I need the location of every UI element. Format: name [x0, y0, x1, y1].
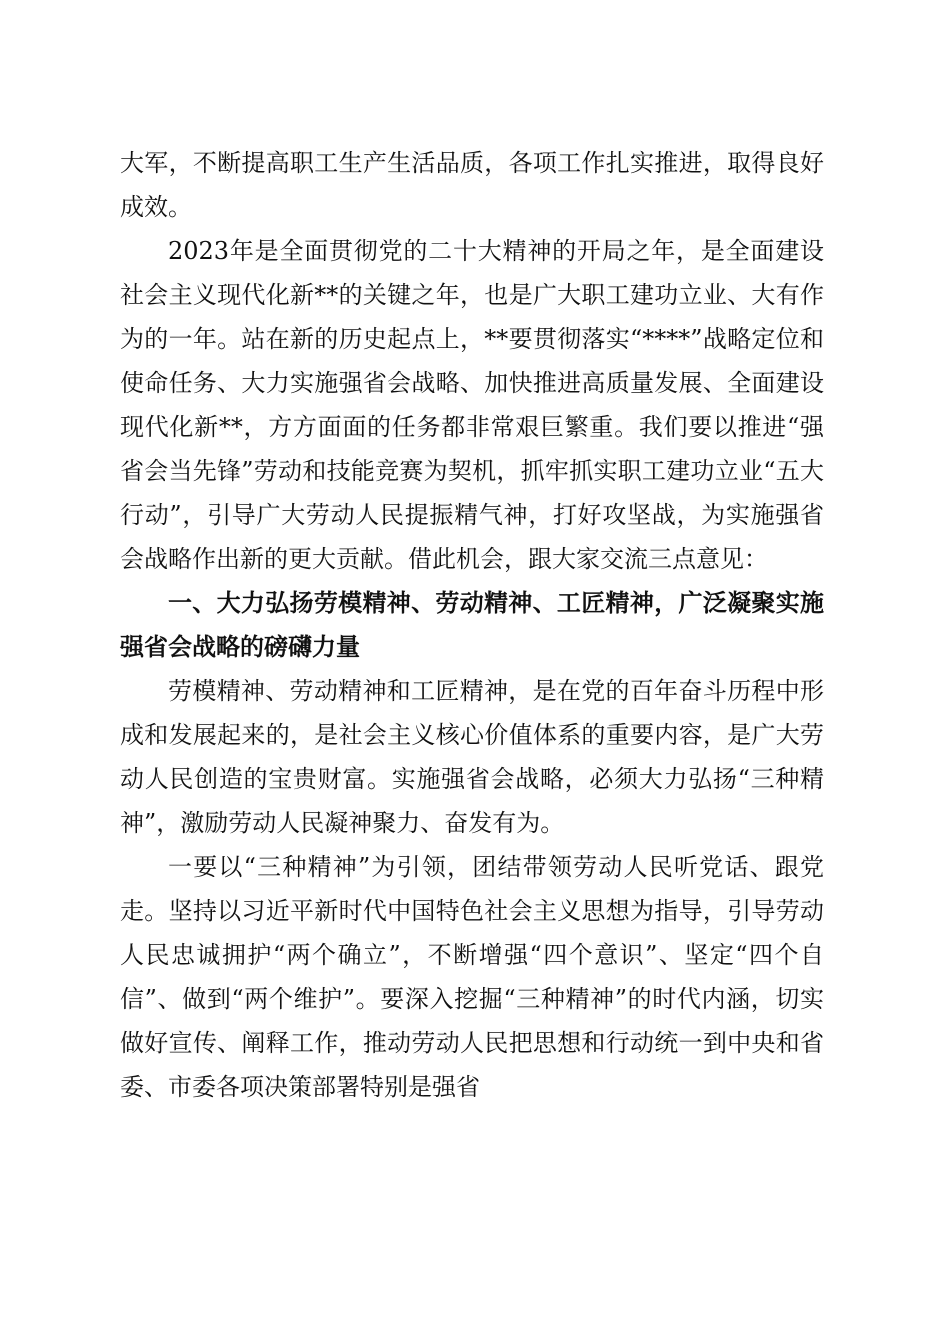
document-body	[120, 141, 824, 1109]
paragraph-continuation: 大军，不断提高职工生产生活品质，各项工作扎实推进，取得良好成效。	[120, 149, 824, 221]
paragraph-2023-overview: 2023年是全面贯彻党的二十大精神的开局之年，是全面建设社会主义现代化新**的关键之年，也是广大职工建功立业、大有作为的一年。站在新的历史起点上，**要贯彻落实“****”战略定位和使命任务、大力实施强省会战略、加快推进高质量发展、全面建设现代化新**，方方面面的任务都非常艰巨繁重。我们要以推进“强省会当先锋”劳动和技能竞赛为契机，抓牢抓实职工建功立业“五大行动”，引导广大劳动人民提振精气神，打好攻坚战，为实施强省会战略作出新的更大贡献。借此机会，跟大家交流三点意见：	[120, 237, 824, 573]
paragraph-first-point: 一要以“三种精神”为引领，团结带领劳动人民听党话、跟党走。坚持以习近平新时代中国特色社会主义思想为指导，引导劳动人民忠诚拥护“两个确立”，不断增强“四个意识”、坚定“四个自信”、做到“两个维护”。要深入挖掘“三种精神”的时代内涵，切实做好宣传、阐释工作，推动劳动人民把思想和行动统一到中央和省委、市委各项决策部署特别是强省	[120, 853, 824, 1101]
section-heading-1: 一、大力弘扬劳模精神、劳动精神、工匠精神，广泛凝聚实施强省会战略的磅礴力量	[120, 589, 824, 661]
paragraph-three-spirits: 劳模精神、劳动精神和工匠精神，是在党的百年奋斗历程中形成和发展起来的，是社会主义核心价值体系的重要内容，是广大劳动人民创造的宝贵财富。实施强省会战略，必须大力弘扬“三种精神”，激励劳动人民凝神聚力、奋发有为。	[120, 677, 824, 837]
